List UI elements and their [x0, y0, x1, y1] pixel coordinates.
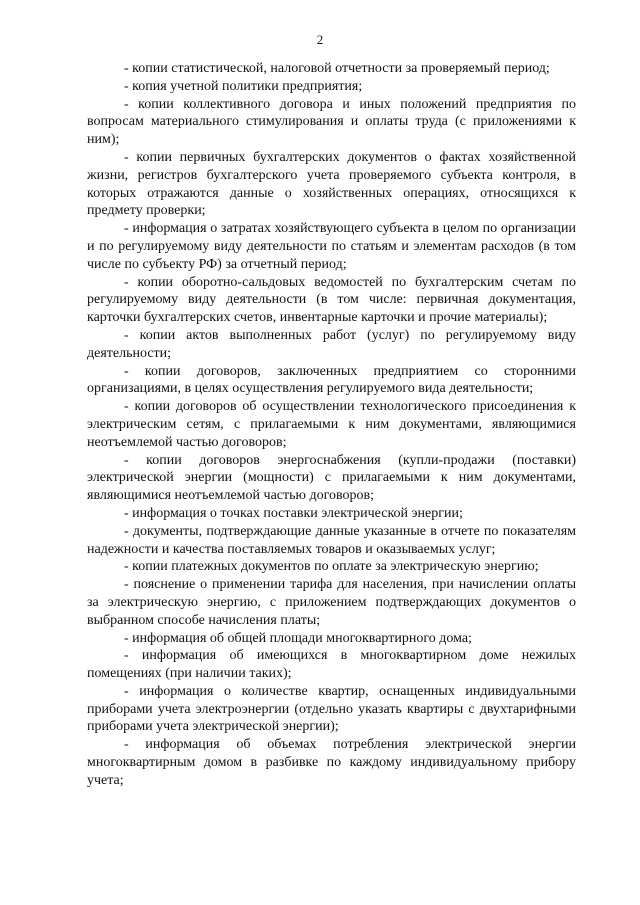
- document-body: [87, 60, 576, 790]
- list-item: - пояснение о применении тарифа для населения, при начислении оплаты за электрическую энергию, с приложением подтверждающих документов о выбранном способе начисления платы;: [87, 577, 576, 628]
- list-item: - копии платежных документов по оплате за электрическую энергию;: [124, 559, 539, 575]
- list-item: - копии первичных бухгалтерских документов о фактах хозяйственной жизни, регистров бухгалтерского учета проверяемого субъекта контроля, в которых отражаются данные о хозяйственных операциях, относящихся к предмету проверки;: [87, 149, 576, 219]
- list-item: - информация о точках поставки электрической энергии;: [124, 505, 463, 521]
- list-item: - информация об объемах потребления электрической энергии многоквартирным домом в разбивке по каждому индивидуальному прибору учета;: [87, 737, 576, 788]
- list-item: - копии оборотно-сальдовых ведомостей по бухгалтерским счетам по регулируемому виду деятельности (в том числе: первичная документация, карточки бухгалтерских счетов, инвентарные карточки и прочие материалы);: [87, 274, 576, 326]
- list-item: - копии коллективного договора и иных положений предприятия по вопросам материального стимулирования и оплаты труда (с приложениями к ним);: [87, 96, 576, 148]
- page-number: 2: [316, 32, 324, 47]
- list-item: - копии актов выполненных работ (услуг) по регулируемому виду деятельности;: [87, 327, 576, 361]
- list-item: - копии договоров об осуществлении технологического присоединения к электрическим сетям, с прилагаемыми к ним документами, являющимися неотъемлемой частью договоров;: [87, 399, 576, 450]
- list-item: - копии договоров энергоснабжения (купли-продажи (поставки) электрической энергии (мощности) с прилагаемыми к ним документами, являющимися неотъемлемой частью договоров;: [87, 452, 576, 504]
- list-item: - информация о количестве квартир, оснащенных индивидуальными приборами учета электроэнергии (отдельно указать квартиры с двухтарифными приборами учета электрической энергии);: [87, 683, 576, 735]
- list-item: - копии договоров, заключенных предприятием со сторонними организациями, в целях осуществления регулируемого вида деятельности;: [87, 363, 576, 397]
- list-item: - копия учетной политики предприятия;: [124, 78, 363, 94]
- list-item: - копии статистической, налоговой отчетности за проверяемый период;: [124, 61, 550, 76]
- list-item: - информация об общей площади многоквартирного дома;: [124, 630, 472, 646]
- list-item: - информация об имеющихся в многоквартирном доме нежилых помещениях (при наличии таких);: [87, 648, 576, 682]
- list-item: - информация о затратах хозяйствующего субъекта в целом по организации и по регулируемому виду деятельности по статьям и элементам расходов (в том числе по субъекту РФ) за отчетный период;: [87, 221, 576, 272]
- list-item: - документы, подтверждающие данные указанные в отчете по показателям надежности и качества поставляемых товаров и оказываемых услуг;: [87, 523, 576, 557]
